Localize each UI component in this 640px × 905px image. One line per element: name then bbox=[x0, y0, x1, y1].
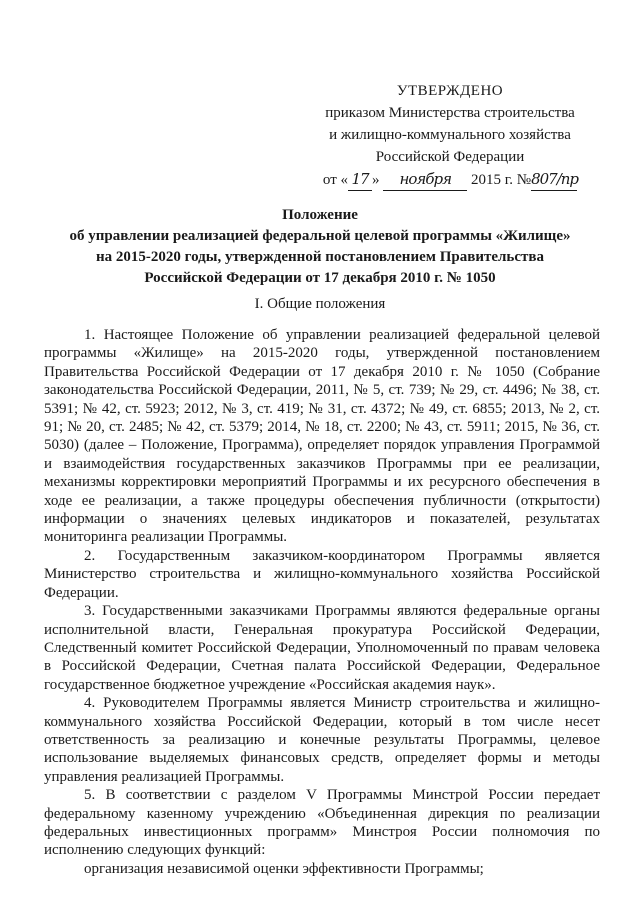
approval-line-1: приказом Министерства строительства bbox=[325, 105, 575, 121]
approval-line-3: Российской Федерации bbox=[375, 149, 525, 165]
date-mid: » bbox=[372, 172, 380, 188]
approval-stamp bbox=[300, 80, 600, 191]
date-prefix: от « bbox=[322, 172, 349, 188]
section-heading: I. Общие положения bbox=[254, 296, 386, 312]
title-line-1: Положение bbox=[282, 207, 358, 223]
date-day: 17 bbox=[348, 168, 372, 191]
paragraph-2: 2. Государственным заказчиком-координатором Программы является Министерство строительства и жилищно-коммунального хозяйства Российской Федерации. bbox=[44, 547, 600, 601]
paragraph-1: 1. Настоящее Положение об управлении реализацией федеральной целевой программы «Жилище» на 2015-2020 годы, утвержденной постановлением Правительства Российской Федерации от 17 декабря 2010 г. № 1050 (Собрание законодательства Российской Федерации, 2011, № 5, ст. 739; № 29, ст. 4496; № 38, ст. 5391; № 42, ст. 5923; 2012, № 3, ст. 419; № 31, ст. 4372; № 49, ст. 6855; 2013, № 2, ст. 91; № 20, ст. 2485; № 42, ст. 5379; 2014, № 18, ст. 2200; № 43, ст. 5911; 2015, № 36, ст. 5030) (далее – Положение, Программа), определяет порядок управления Программой и взаимодействия государственных заказчиков Программы при ее реализации, механизмы корректировки мероприятий Программы и их ресурсного обеспечения в ходе ее реализации, а также процедуры обеспечения публичности (открытости) информации о значениях целевых индикаторов и показателей, результатах мониторинга реализации Программы. bbox=[44, 327, 600, 546]
order-number: 807/пр bbox=[531, 168, 577, 191]
paragraph-5: 5. В соответствии с разделом V Программы Минстрой России передает федеральному казенному учреждению «Объединенная дирекция по реализации федеральных инвестиционных программ» Минстроя России полномочия по исполнению следующих функций: bbox=[44, 787, 600, 859]
approval-date-line bbox=[300, 168, 600, 191]
document-title bbox=[40, 205, 600, 289]
approval-line-2: и жилищно-коммунального хозяйства bbox=[329, 127, 571, 143]
title-line-3: на 2015-2020 годы, утвержденной постановлением Правительства bbox=[96, 249, 544, 265]
paragraph-4: 4. Руководителем Программы является Министр строительства и жилищно-коммунального хозяйства Российской Федерации, который в том числе несет ответственность за реализацию и конечные результаты Программы, целевое использование выделяемых финансовых средств, определяет формы и методы управления реализацией Программы. bbox=[44, 695, 600, 785]
title-line-2: об управлении реализацией федеральной целевой программы «Жилище» bbox=[69, 228, 571, 244]
date-month: ноября bbox=[383, 168, 467, 191]
date-year: 2015 г. № bbox=[471, 172, 532, 188]
approval-heading: УТВЕРЖДЕНО bbox=[396, 83, 504, 99]
document-body bbox=[44, 326, 600, 878]
title-line-4: Российской Федерации от 17 декабря 2010 г. № 1050 bbox=[144, 270, 496, 286]
paragraph-6: организация независимой оценки эффективности Программы; bbox=[84, 860, 484, 877]
paragraph-3: 3. Государственными заказчиками Программы являются федеральные органы исполнительной власти, Генеральная прокуратура Российской Федерации, Следственный комитет Российской Федерации, Уполномоченный по правам человека в Российской Федерации, Счетная палата Российской Федерации, Федеральное государственное бюджетное учреждение «Российская академия наук». bbox=[44, 603, 600, 693]
